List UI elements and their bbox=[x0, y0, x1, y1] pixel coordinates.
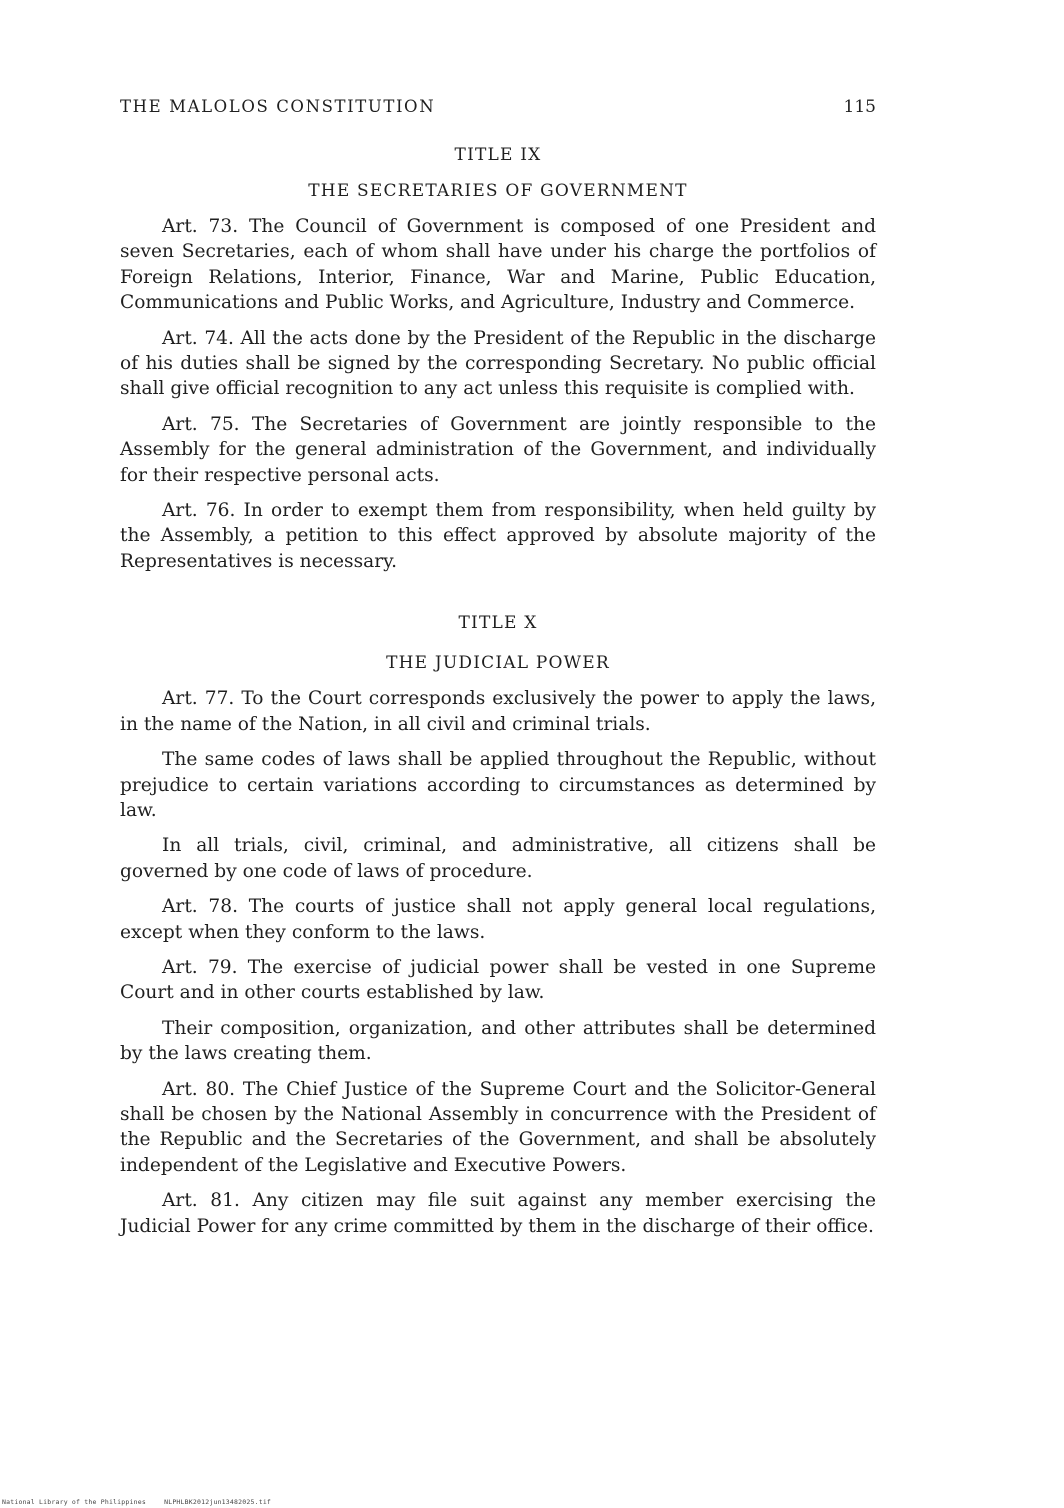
scan-file-id: NLPHLBK2012jun13482025.tif bbox=[164, 1498, 272, 1506]
article-78: Art. 78. The courts of justice shall not apply general local regulations, except when they conform to the laws. bbox=[120, 896, 876, 943]
title-ix-heading: TITLE IX bbox=[454, 145, 542, 165]
title-x-heading: TITLE X bbox=[458, 613, 538, 634]
article-79-para-2: Their composition, organization, and other attributes shall be determined by the laws creating them. bbox=[120, 1017, 876, 1065]
page-number: 115 bbox=[843, 97, 876, 117]
article-77-para-2: The same codes of laws shall be applied throughout the Republic, without prejudice to certain variations according to circumstances as determined by law. bbox=[120, 749, 876, 821]
article-77-para-3: In all trials, civil, criminal, and administrative, all citizens shall be governed by one code of laws of procedure. bbox=[120, 835, 876, 882]
scan-footer bbox=[2, 1498, 285, 1506]
title-ix-subtitle: THE SECRETARIES OF GOVERNMENT bbox=[308, 181, 688, 201]
article-79: Art. 79. The exercise of judicial power shall be vested in one Supreme Court and in other courts established by law. bbox=[120, 956, 876, 1004]
article-74: Art. 74. All the acts done by the President of the Republic in the discharge of his duties shall be signed by the corresponding Secretary. No public official shall give official recognition to any act unless this requisite is complied with. bbox=[120, 327, 876, 400]
page-body bbox=[120, 142, 876, 1239]
article-77: Art. 77. To the Court corresponds exclusively the power to apply the laws, in the name of the Nation, in all civil and criminal trials. bbox=[120, 688, 876, 735]
article-76: Art. 76. In order to exempt them from responsibility, when held guilty by the Assembly, a petition to this effect approved by absolute majority of the Representatives is necessary. bbox=[120, 500, 876, 572]
library-credit: National Library of the Philippines bbox=[2, 1498, 146, 1506]
article-81: Art. 81. Any citizen may file suit against any member exercising the Judicial Power for any crime committed by them in the discharge of their office. bbox=[120, 1190, 876, 1237]
article-75: Art. 75. The Secretaries of Government are jointly responsible to the Assembly for the general administration of the Government, and individually for their respective personal acts. bbox=[120, 413, 876, 486]
title-x-subtitle: THE JUDICIAL POWER bbox=[386, 653, 610, 674]
page-header bbox=[120, 97, 876, 125]
article-80: Art. 80. The Chief Justice of the Supreme Court and the Solicitor-General shall be chosen by the National Assembly in concurrence with the President of the Republic and the Secretaries of the Government, and shall be absolutely independent of the Legislative and Executive Powers. bbox=[120, 1078, 876, 1176]
article-73: Art. 73. The Council of Government is composed of one President and seven Secretaries, each of whom shall have under his charge the portfolios of Foreign Relations, Interior, Finance, War and Marine, Public Education, Communications and Public Works, and Agriculture, Industry and Commerce. bbox=[120, 216, 876, 314]
running-title: THE MALOLOS CONSTITUTION bbox=[120, 97, 436, 116]
